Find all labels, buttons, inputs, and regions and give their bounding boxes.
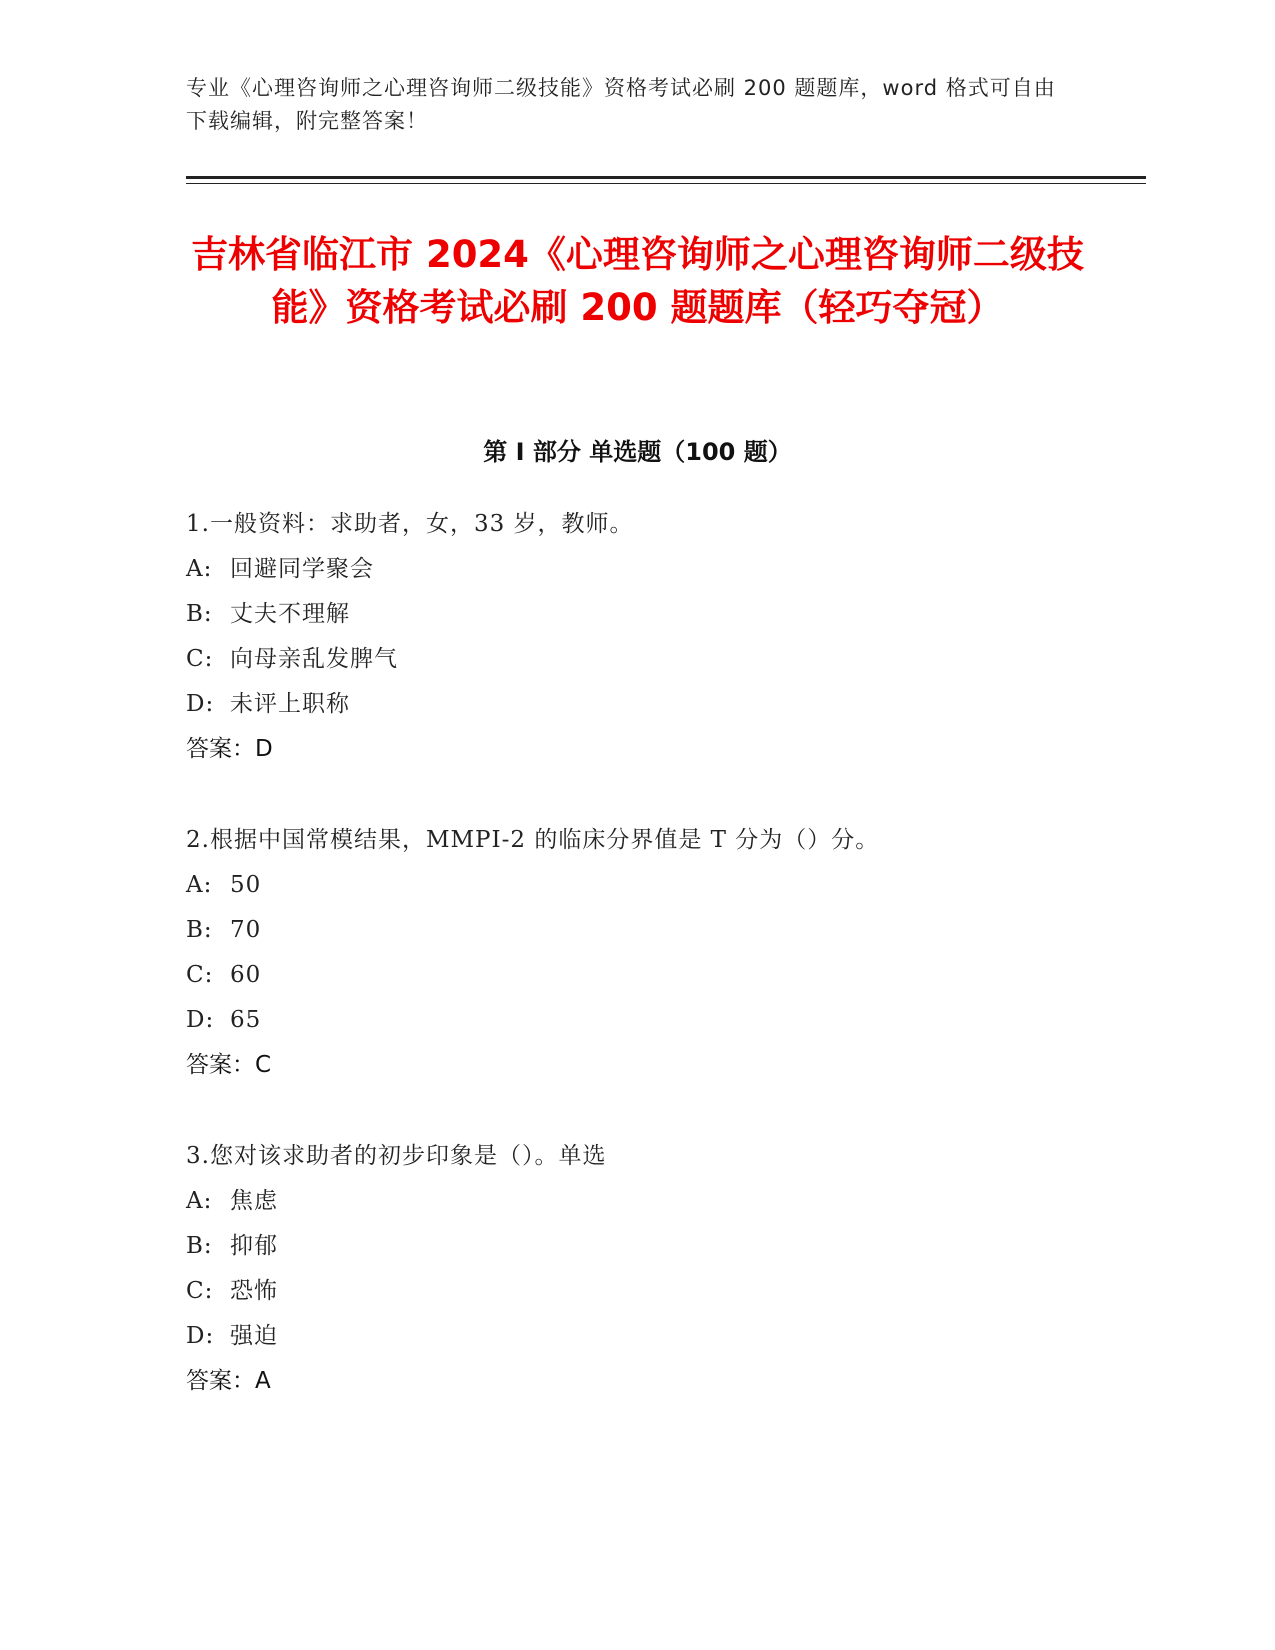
option-text: 50 xyxy=(230,872,262,898)
option-key: C: xyxy=(186,1278,214,1304)
option-key: C: xyxy=(186,646,214,672)
option-key: D: xyxy=(186,691,215,717)
option-c xyxy=(186,953,1086,998)
option-text: 65 xyxy=(230,1007,262,1033)
option-text: 抑郁 xyxy=(230,1233,278,1259)
answer: 答案：C xyxy=(186,1052,272,1078)
option-b xyxy=(186,908,1086,953)
option-d xyxy=(186,682,1086,727)
option-key: B: xyxy=(186,601,213,627)
option-text: 60 xyxy=(230,962,262,988)
section-title: 第 I 部分 单选题（100 题） xyxy=(483,438,792,466)
option-d xyxy=(186,1314,1086,1359)
option-key: B: xyxy=(186,917,213,943)
document-title: 吉林省临江市 2024《心理咨询师之心理咨询师二级技能》资格考试必刷 200 题题库（轻巧夺冠） xyxy=(191,233,1084,329)
option-key: D: xyxy=(186,1323,215,1349)
option-text: 焦虑 xyxy=(230,1188,278,1214)
option-key: B: xyxy=(186,1233,213,1259)
option-text: 强迫 xyxy=(230,1323,278,1349)
question-stem: 3.您对该求助者的初步印象是（）。单选 xyxy=(186,1143,607,1169)
answer: 答案：A xyxy=(186,1368,271,1394)
question-2 xyxy=(186,818,1086,1088)
option-key: D: xyxy=(186,1007,215,1033)
option-key: A: xyxy=(186,1188,213,1214)
option-a xyxy=(186,1179,1086,1224)
option-text: 回避同学聚会 xyxy=(230,556,374,582)
option-text: 未评上职称 xyxy=(230,691,350,717)
option-c xyxy=(186,637,1086,682)
option-a xyxy=(186,547,1086,592)
option-b xyxy=(186,592,1086,637)
option-text: 向母亲乱发脾气 xyxy=(230,646,398,672)
question-stem: 2.根据中国常模结果，MMPI-2 的临床分界值是 T 分为（）分。 xyxy=(186,827,880,853)
option-key: A: xyxy=(186,872,213,898)
header-divider-thin xyxy=(186,183,1146,184)
question-3 xyxy=(186,1134,1086,1404)
question-1 xyxy=(186,502,1086,772)
option-a xyxy=(186,863,1086,908)
option-text: 恐怖 xyxy=(230,1278,278,1304)
option-b xyxy=(186,1224,1086,1269)
option-d xyxy=(186,998,1086,1043)
header-note: 专业《心理咨询师之心理咨询师二级技能》资格考试必刷 200 题题库，word 格式可自由下载编辑，附完整答案！ xyxy=(186,76,1056,133)
question-stem: 1.一般资料：求助者，女，33 岁，教师。 xyxy=(186,511,634,537)
option-key: C: xyxy=(186,962,214,988)
answer: 答案：D xyxy=(186,736,273,762)
option-text: 丈夫不理解 xyxy=(230,601,350,627)
header-divider-thick xyxy=(186,176,1146,179)
option-key: A: xyxy=(186,556,213,582)
option-c xyxy=(186,1269,1086,1314)
option-text: 70 xyxy=(230,917,262,943)
